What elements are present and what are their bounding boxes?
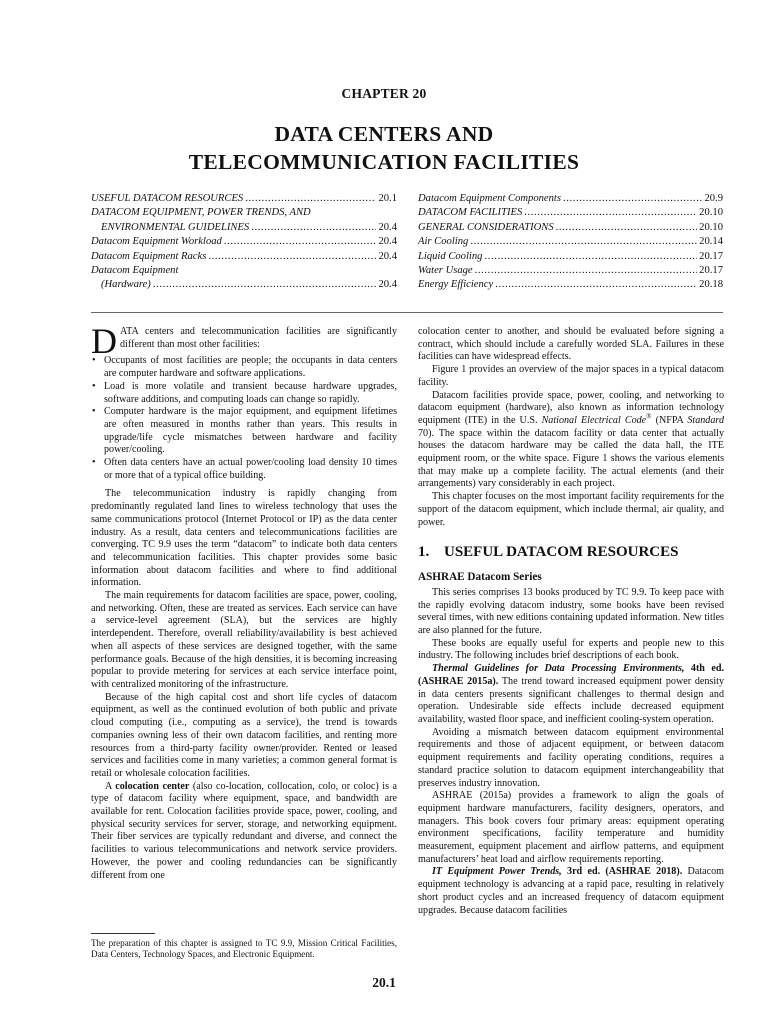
toc-entry-title: Liquid Cooling <box>418 250 483 262</box>
body-paragraph: These books are equally useful for experts and people new to this industry. The following includes brief descriptions of each book. <box>418 637 724 662</box>
bullet-item: • Load is more volatile and transient because hardware upgrades, software additions, and computing loads can change so rapidly. <box>104 381 397 406</box>
text-run: A <box>105 780 116 792</box>
toc-entry[interactable] <box>418 192 723 206</box>
toc-leader <box>251 221 376 235</box>
toc-leader <box>470 235 697 249</box>
toc-entry-page: 20.4 <box>378 279 397 291</box>
body-paragraph <box>418 866 724 917</box>
book-citation: 3rd ed. (ASHRAE 2018). <box>561 866 683 878</box>
body-paragraph <box>91 781 397 883</box>
footnote: The preparation of this chapter is assigned to TC 9.9, Mission Critical Facilities, Data Centers, Technology Spaces, and Electronic Equipment. <box>91 938 397 960</box>
toc-leader <box>153 278 377 292</box>
text-run: Datacom facilities provide space, power, cooling, and networking to datacom equipment (hardware), also known as information technology equipment (ITE) in the U.S. <box>418 389 724 426</box>
toc-entry-title: GENERAL CONSIDERATIONS <box>418 221 554 233</box>
text-run: Datacom equipment technology is advancing at a rapid pace, resulting in relatively short product cycles and an increased frequency of datacom equipment upgrades. Because datacom facilities <box>418 866 724 916</box>
toc-entry-title: Air Cooling <box>418 236 469 248</box>
toc-entry[interactable] <box>418 278 723 292</box>
book-title: Thermal Guidelines for Data Processing Environments, <box>432 663 685 675</box>
toc-entry-title: ENVIRONMENTAL GUIDELINES <box>101 221 250 233</box>
toc-entry[interactable] <box>91 192 397 206</box>
toc-entry-title: (Hardware) <box>101 279 151 291</box>
toc-entry-page: 20.1 <box>378 193 397 204</box>
chapter-label: CHAPTER 20 <box>341 86 427 101</box>
toc-leader <box>563 192 702 206</box>
body-column-left <box>91 321 397 882</box>
toc-entry-title: DATACOM EQUIPMENT, POWER TRENDS, AND <box>91 207 311 219</box>
toc-entry-page: 20.4 <box>378 221 397 233</box>
section-title: USEFUL DATACOM RESOURCES <box>444 544 679 561</box>
toc-entry[interactable] <box>418 250 723 264</box>
book-title: IT Equipment Power Trends, <box>432 866 562 878</box>
toc-right-column <box>418 192 723 293</box>
body-paragraph: This chapter focuses on the most important facility requirements for the support of the datacom equipment, which include thermal, air quality, and power. <box>418 491 724 528</box>
toc-entry[interactable] <box>91 235 397 249</box>
intro-paragraph <box>91 321 397 361</box>
drop-cap: D <box>91 321 117 361</box>
toc-leader <box>495 278 697 292</box>
toc-entry-title: DATACOM FACILITIES <box>418 207 523 219</box>
body-paragraph <box>418 663 724 727</box>
footnote-divider <box>91 933 155 934</box>
body-paragraph: ASHRAE (2015a) provides a framework to align the goals of equipment hardware manufacturers, facility designers, operators, and managers. This book covers four primary areas: equipment operating environment specifications, facility temperature and humidity measurement, equipment placement and airflow patterns, and equipment manufacturers’ heat load and airflow requirements reporting. <box>418 790 724 865</box>
toc-leader <box>556 221 697 235</box>
toc-entry-title: Datacom Equipment <box>91 265 179 277</box>
toc-entry[interactable] <box>91 264 397 278</box>
toc-leader <box>524 206 697 220</box>
toc-entry-page: 20.9 <box>704 193 723 204</box>
text-run: (also co-location, collocation, colo, or coloc) is a type of datacom facility where equipment, space, and bandwidth are available for rent. Colocation facilities provide space, power, cooling, and physical security services for server, storage, and networking equipment. Their fiber services are typically redundant and diverse, and connect the facilities to various telecommunications and network service providers. However, the power and cooling redundancies can be significantly different from one <box>91 780 397 881</box>
toc-entry-title: Datacom Equipment Components <box>418 193 562 204</box>
citation-title: National Electrical Code <box>541 414 647 426</box>
page-number: 20.1 <box>372 975 396 990</box>
chapter-title <box>0 120 768 176</box>
section-number: 1. <box>418 544 430 561</box>
bullet-item: • Often data centers have an actual power/cooling load density 10 times or more that of a typical office building. <box>104 457 397 482</box>
toc-entry[interactable] <box>91 250 397 264</box>
toc-entry-title: Water Usage <box>418 265 473 277</box>
toc-entry[interactable] <box>91 206 397 220</box>
subsection-heading: ASHRAE Datacom Series <box>418 571 542 584</box>
toc-entry[interactable] <box>91 278 397 292</box>
section-heading <box>418 543 724 561</box>
toc-entry-title: USEFUL DATACOM RESOURCES <box>91 193 244 204</box>
toc-leader <box>475 264 698 278</box>
book-citation: 4th ed. (ASHRAE 2015a). <box>418 663 724 687</box>
text-run: 70). The space within the datacom facility or data center that actually houses the datacom hardware may be called the data hall, the ITE equipment room, or the white space. Figure 1 shows the various elements that may make up a complete facility. The actual elements (and their arrangements) vary considerably in each project. <box>418 427 724 490</box>
body-paragraph: Because of the high capital cost and short life cycles of datacom equipment, as well as the continued evolution of both public and private cloud computing (i.e., computing as a service), the trend is towards companies owning less of their own datacom facilities, and renting more resources from a third-party facility owner/provider. Rented or leased services and facilities come in many varieties; a common general format is retail or wholesale colocation facilities. <box>91 691 397 779</box>
citation-title: Standard <box>687 414 724 426</box>
bullet-list <box>91 355 397 482</box>
toc-entry[interactable] <box>418 264 723 278</box>
toc-leader <box>484 250 697 264</box>
toc-left-column <box>91 192 397 293</box>
toc-entry-page: 20.17 <box>699 250 723 262</box>
body-paragraph: Figure 1 provides an overview of the major spaces in a typical datacom facility. <box>418 364 724 388</box>
toc-entry-page: 20.10 <box>699 207 723 219</box>
toc-leader <box>224 235 377 249</box>
toc-entry-title: Datacom Equipment Workload <box>91 236 222 248</box>
toc-entry-page: 20.4 <box>378 236 397 248</box>
body-paragraph <box>418 390 724 492</box>
toc-entry[interactable] <box>91 221 397 235</box>
intro-text: ATA centers and telecommunication facilities are significantly different than most other facilities: <box>120 326 397 350</box>
body-paragraph: The main requirements for datacom facilities are space, power, cooling, and networking. Often, these are treated as services. Each service can have a service-level agreement (SLA), but the services are highly interdependent. Therefore, overall reliability/availability is best achieved when all aspects of these services are designed together, with the same performance goals. Because of the high densities, it is becoming increasing popular to provide metering for services at each service interface point, with centralized monitoring of the infrastructure. <box>91 590 397 690</box>
body-paragraph: colocation center to another, and should be evaluated before signing a contract, which should include a carefully worded SLA. Failures in these facilities can have widespread effects. <box>418 326 724 363</box>
chapter-title-line-2: TELECOMMUNICATION FACILITIES <box>188 150 580 174</box>
toc-entry-title: Datacom Equipment Racks <box>91 250 207 262</box>
registered-mark: ® <box>646 412 652 421</box>
body-paragraph: This series comprises 13 books produced by TC 9.9. To keep pace with the rapidly evolving datacom industry, some books have been revised several times, with new editions containing updated information. New titles are also planned for the future. <box>418 586 724 637</box>
text-run: The trend toward increased equipment power density in data centers presents significant challenges to thermal design and operation. Undesirable side effects include decreased equipment availability, wasted floor space, and inefficient cooling-system operation. <box>418 675 724 725</box>
toc-entry-page: 20.10 <box>699 221 723 233</box>
bullet-item: • Occupants of most facilities are people; the occupants in data centers are computer hardware and software applications. <box>104 355 397 380</box>
toc-leader <box>208 250 376 264</box>
bullet-item: • Computer hardware is the major equipment, and equipment lifetimes are often measured in months rather than years. This results in upgrade/life cycle mismatches between hardware and facility power/cooling. <box>104 406 397 457</box>
toc-leader <box>245 192 376 206</box>
body-paragraph: Avoiding a mismatch between datacom equipment environmental requirements and those of adjacent equipment, or between datacom equipment requirements and facility operating conditions, requires a standard practice solution to datacom equipment interchangeability that preserves industry innovation. <box>418 726 724 789</box>
toc-entry-title: Energy Efficiency <box>418 279 494 291</box>
defined-term: colocation center <box>115 780 190 792</box>
body-paragraph: The telecommunication industry is rapidly changing from predominantly regulated land lines to wireless technology that uses the same communications protocol (Internet Protocol or IP) as the data center industry. As a result, data centers and telecommunications facilities are converging. TC 9.9 uses the term “datacom” to indicate both data centers and telecommunication facilities. This chapter provides some basic information about datacom facilities and where to find additional information. <box>91 488 397 589</box>
text-run: (NFPA <box>651 414 688 426</box>
toc-entry[interactable] <box>418 235 723 249</box>
toc-entry[interactable] <box>418 221 723 235</box>
toc-entry-page: 20.18 <box>699 279 723 291</box>
toc-entry-page: 20.17 <box>699 265 723 277</box>
body-column-right <box>418 326 724 917</box>
chapter-title-line-1: DATA CENTERS AND <box>274 122 494 146</box>
toc-entry[interactable] <box>418 206 723 220</box>
toc-entry-page: 20.4 <box>378 250 397 262</box>
toc-entry-page: 20.14 <box>699 236 723 248</box>
toc-divider <box>91 312 723 313</box>
